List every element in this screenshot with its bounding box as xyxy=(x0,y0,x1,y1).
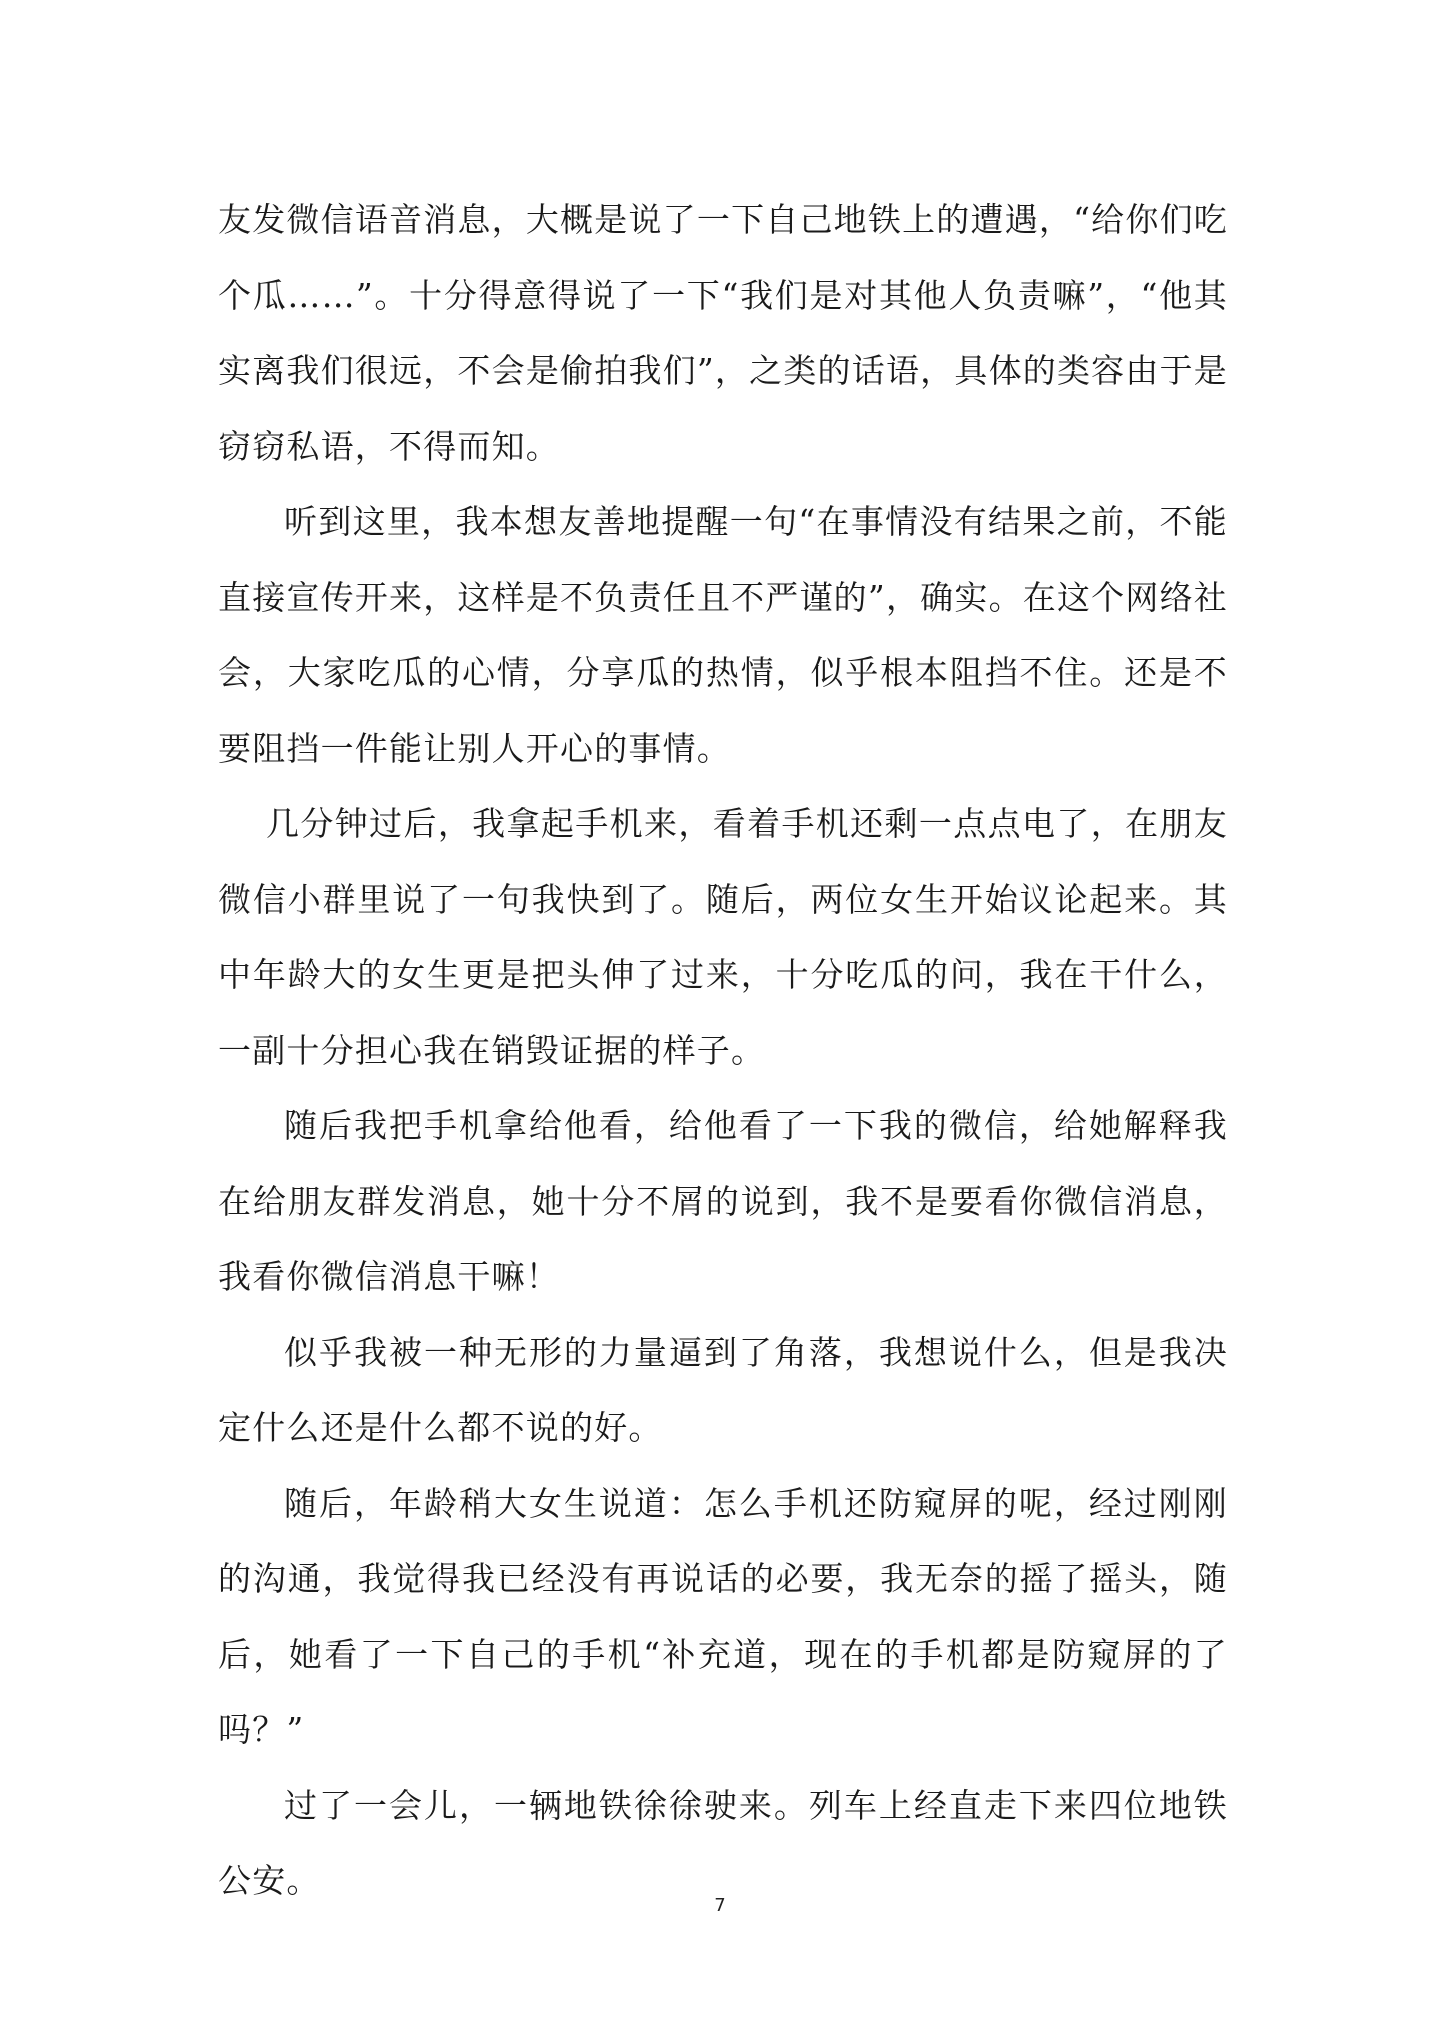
paragraph-5: 似乎我被一种无形的力量逼到了角落，我想说什么，但是我决定什么还是什么都不说的好。 xyxy=(218,1332,1228,1447)
paragraph-2: 听到这里，我本想友善地提醒一句“在事情没有结果之前，不能直接宣传开来，这样是不负责任且不严谨的”，确实。在这个网络社会，大家吃瓜的心情，分享瓜的热情，似乎根本阻挡不住。还是不要阻挡一件能让别人开心的事情。 xyxy=(218,502,1228,768)
paragraph-3: 几分钟过后，我拿起手机来，看着手机还剩一点点电了，在朋友微信小群里说了一句我快到了。随后，两位女生开始议论起来。其中年龄大的女生更是把头伸了过来，十分吃瓜的问，我在干什么，一副十分担心我在销毁证据的样子。 xyxy=(218,804,1228,1070)
paragraph-1: 友发微信语音消息，大概是说了一下自己地铁上的遭遇，“给你们吃个瓜……”。十分得意得说了一下“我们是对其他人负责嘛”，“他其实离我们很远，不会是偷拍我们”，之类的话语，具体的类容由于是窃窃私语，不得而知。 xyxy=(218,200,1228,466)
page-number: 7 xyxy=(714,1895,726,1916)
paragraph-6: 随后，年龄稍大女生说道：怎么手机还防窥屏的呢，经过刚刚的沟通，我觉得我已经没有再说话的必要，我无奈的摇了摇头，随后，她看了一下自己的手机“补充道，现在的手机都是防窥屏的了吗？” xyxy=(218,1483,1228,1749)
paragraph-7: 过了一会儿，一辆地铁徐徐驶来。列车上经直走下来四位地铁公安。 xyxy=(218,1785,1228,1900)
body-text xyxy=(218,182,1228,1919)
paragraph-4: 随后我把手机拿给他看，给他看了一下我的微信，给她解释我在给朋友群发消息，她十分不屑的说到，我不是要看你微信消息，我看你微信消息干嘛！ xyxy=(218,1106,1228,1296)
